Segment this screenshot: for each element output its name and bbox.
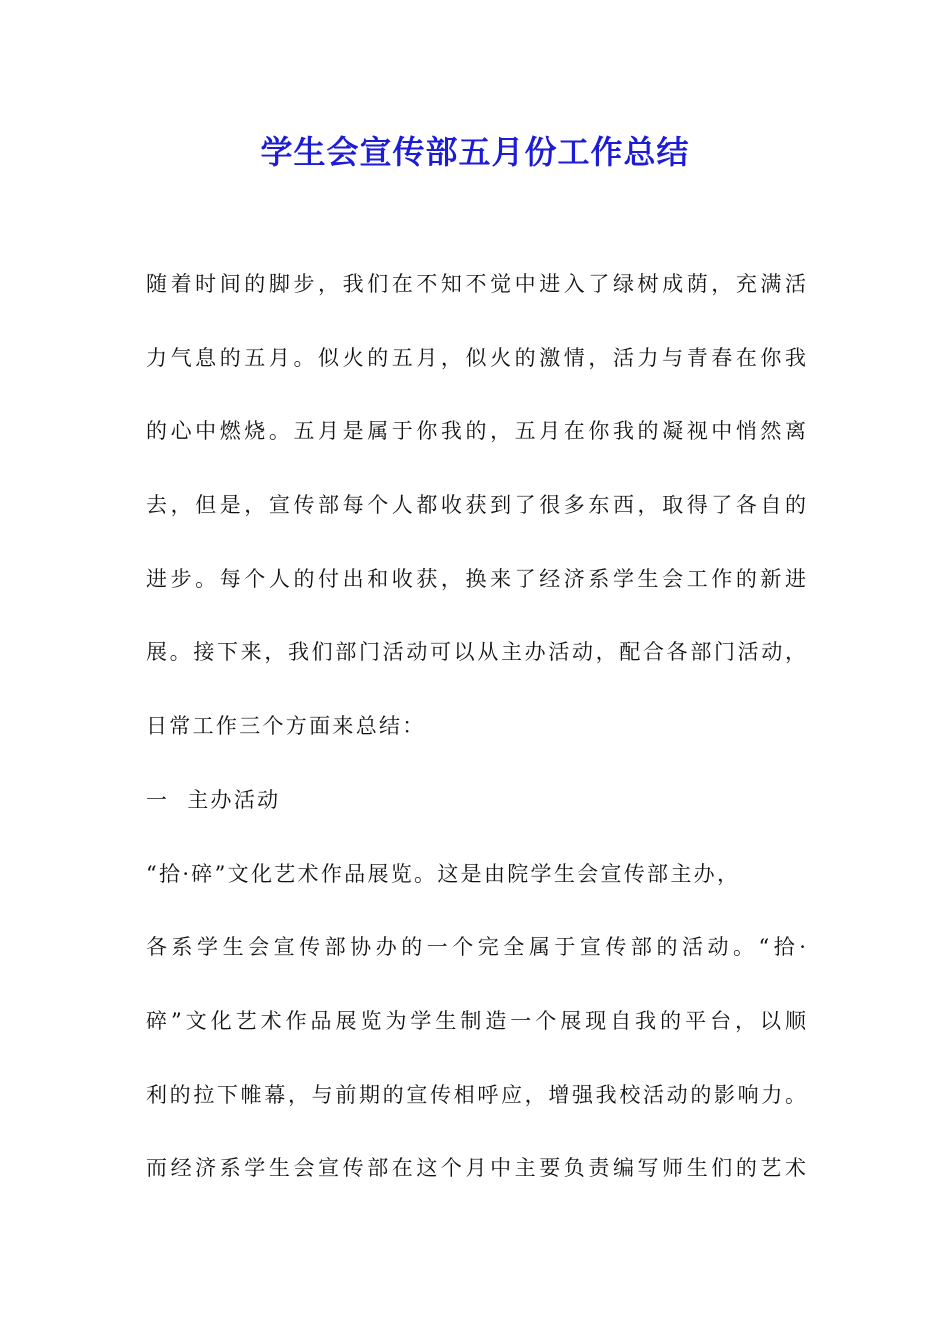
- paragraph-line: 碎”文化艺术作品展览为学生制造一个展现自我的平台，以顺: [146, 1008, 806, 1033]
- paragraph-line: 日常工作三个方面来总结：: [146, 714, 426, 739]
- paragraph-line: 利的拉下帷幕，与前期的宣传相呼应，增强我校活动的影响力。: [146, 1082, 806, 1107]
- paragraph-line: 随着时间的脚步，我们在不知不觉中进入了绿树成荫，充满活: [146, 272, 806, 296]
- paragraph-line: 各系学生会宣传部协办的一个完全属于宣传部的活动。“拾·: [146, 935, 806, 960]
- section-heading: 一 主办活动: [146, 787, 281, 812]
- paragraph-line: 进步。每个人的付出和收获，换来了经济系学生会工作的新进: [146, 566, 806, 591]
- paragraph-line: 的心中燃烧。五月是属于你我的，五月在你我的凝视中悄然离: [146, 419, 806, 444]
- paragraph-line: 力气息的五月。似火的五月，似火的激情，活力与青春在你我: [146, 345, 806, 370]
- paragraph-line: “拾·碎”文化艺术作品展览。这是由院学生会宣传部主办，: [146, 861, 741, 886]
- document-title: 学生会宣传部五月份工作总结: [260, 133, 690, 171]
- paragraph-line: 展。接下来，我们部门活动可以从主办活动，配合各部门活动，: [146, 640, 806, 665]
- paragraph-line: 而经济系学生会宣传部在这个月中主要负责编写师生们的艺术: [146, 1156, 806, 1181]
- document-body: [146, 266, 806, 1224]
- paragraph-line: 去，但是，宣传部每个人都收获到了很多东西，取得了各自的: [146, 493, 806, 518]
